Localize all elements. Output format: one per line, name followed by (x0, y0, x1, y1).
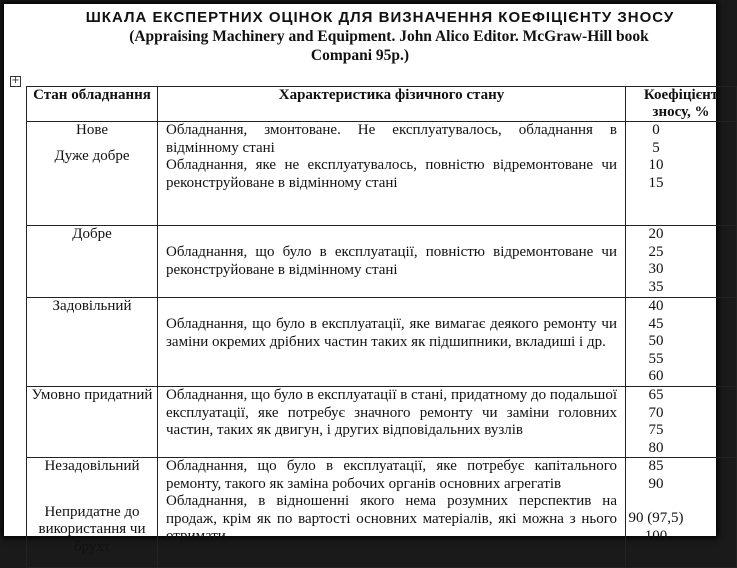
table-row (27, 298, 737, 387)
description-cell (158, 458, 626, 568)
table-row (27, 122, 737, 226)
coefficient-value: 45 (648, 315, 664, 332)
table-row (27, 458, 737, 568)
description-text: Обладнання, змонтоване. Не експлуатувалось, обладнання в відмінному стані (166, 122, 617, 156)
coefficient-value: 70 (648, 404, 664, 421)
coefficient-cell (626, 122, 737, 226)
coefficient-value: 100 (644, 527, 668, 544)
description-cell (158, 122, 626, 226)
table-row (27, 226, 737, 298)
coefficient-value: 60 (648, 368, 664, 384)
table-row (27, 387, 737, 458)
description-cell (158, 226, 626, 298)
coefficient-cell (626, 458, 737, 568)
coefficient-value: 65 (648, 387, 664, 403)
description-text: Обладнання, що було в експлуатації в стані, придатному до подальшої експлуатації, яке потребує значного ремонту чи заміни головних частин, таких як двигун, і других відповідальних вузлів (166, 387, 617, 438)
coefficient-value: 85 (648, 458, 664, 474)
document-title (4, 8, 716, 65)
coefficient-value: 35 (648, 278, 664, 295)
coefficient-value: 50 (648, 333, 664, 349)
coefficient-value: 25 (648, 243, 664, 260)
coefficient-value: 75 (648, 422, 664, 438)
table-move-handle-icon[interactable]: + (11, 75, 20, 86)
title-line-3: Compani 95р.) (310, 47, 410, 64)
coefficient-value: 0 (652, 122, 660, 138)
header-characteristic: Характеристика фізичного стану (158, 87, 626, 122)
slide (4, 4, 719, 555)
header-state: Стан обладнання (27, 87, 158, 122)
state-label: Дуже добре (54, 147, 130, 164)
state-label: Нове (76, 122, 108, 138)
wear-scale-table (26, 86, 737, 568)
description-text: Обладнання, що було в експлуатації, яке вимагає деякого ремонту чи заміни окремих дрібних частин таких як підшипники, вкладиші і др. (166, 316, 617, 350)
state-cell (27, 298, 158, 387)
header-coefficient: Коефіцієнт зносу, % (626, 87, 737, 122)
coefficient-cell (626, 226, 737, 298)
coefficient-cell (626, 387, 737, 458)
description-cell (158, 298, 626, 387)
table-header-row (27, 87, 737, 122)
state-label: Задовільний (52, 298, 132, 314)
description-text: Обладнання, в відношенні якого нема розумних перспектив на продаж, крім як по вартості основних матеріалів, які можна з нього отримати (166, 493, 617, 544)
state-label: Незадовільний (44, 458, 140, 474)
state-label: Умовно придатний (31, 387, 153, 403)
coefficient-value: 40 (648, 298, 664, 314)
description-text: Обладнання, що було в експлуатації, повністю відремонтоване чи реконструйоване в відмінному стані (166, 244, 617, 278)
coefficient-value: 90 (648, 475, 664, 492)
description-cell (158, 387, 626, 458)
title-line-2: (Appraising Machinery and Equipment. John Alico Editor. McGraw-Hill book (129, 28, 649, 45)
coefficient-value: 80 (648, 439, 664, 456)
coefficient-value: 10 (648, 157, 664, 173)
coefficient-cell (626, 298, 737, 387)
coefficient-value: 20 (648, 226, 664, 242)
state-label: Непридатне до використання чи брухт (38, 503, 146, 555)
state-cell (27, 458, 158, 568)
state-cell (27, 122, 158, 226)
coefficient-value: 55 (648, 350, 664, 367)
coefficient-value: 90 (97,5) (628, 510, 684, 526)
description-text: Обладнання, що було в експлуатації, яке потребує капітального ремонту, такого як заміна робочих органів основних агрегатів (166, 458, 617, 492)
coefficient-value: 5 (652, 139, 660, 156)
coefficient-value: 15 (648, 174, 664, 191)
state-cell (27, 387, 158, 458)
coefficient-value: 30 (648, 261, 664, 277)
state-label: Добре (72, 226, 112, 242)
title-line-1: ШКАЛА ЕКСПЕРТНИХ ОЦІНОК ДЛЯ ВИЗНАЧЕННЯ КОЕФІЦІЄНТУ ЗНОСУ (85, 9, 675, 26)
description-text: Обладнання, яке не експлуатувалось, повністю відремонтоване чи реконструйоване в відмінному стані (166, 157, 617, 191)
state-cell (27, 226, 158, 298)
